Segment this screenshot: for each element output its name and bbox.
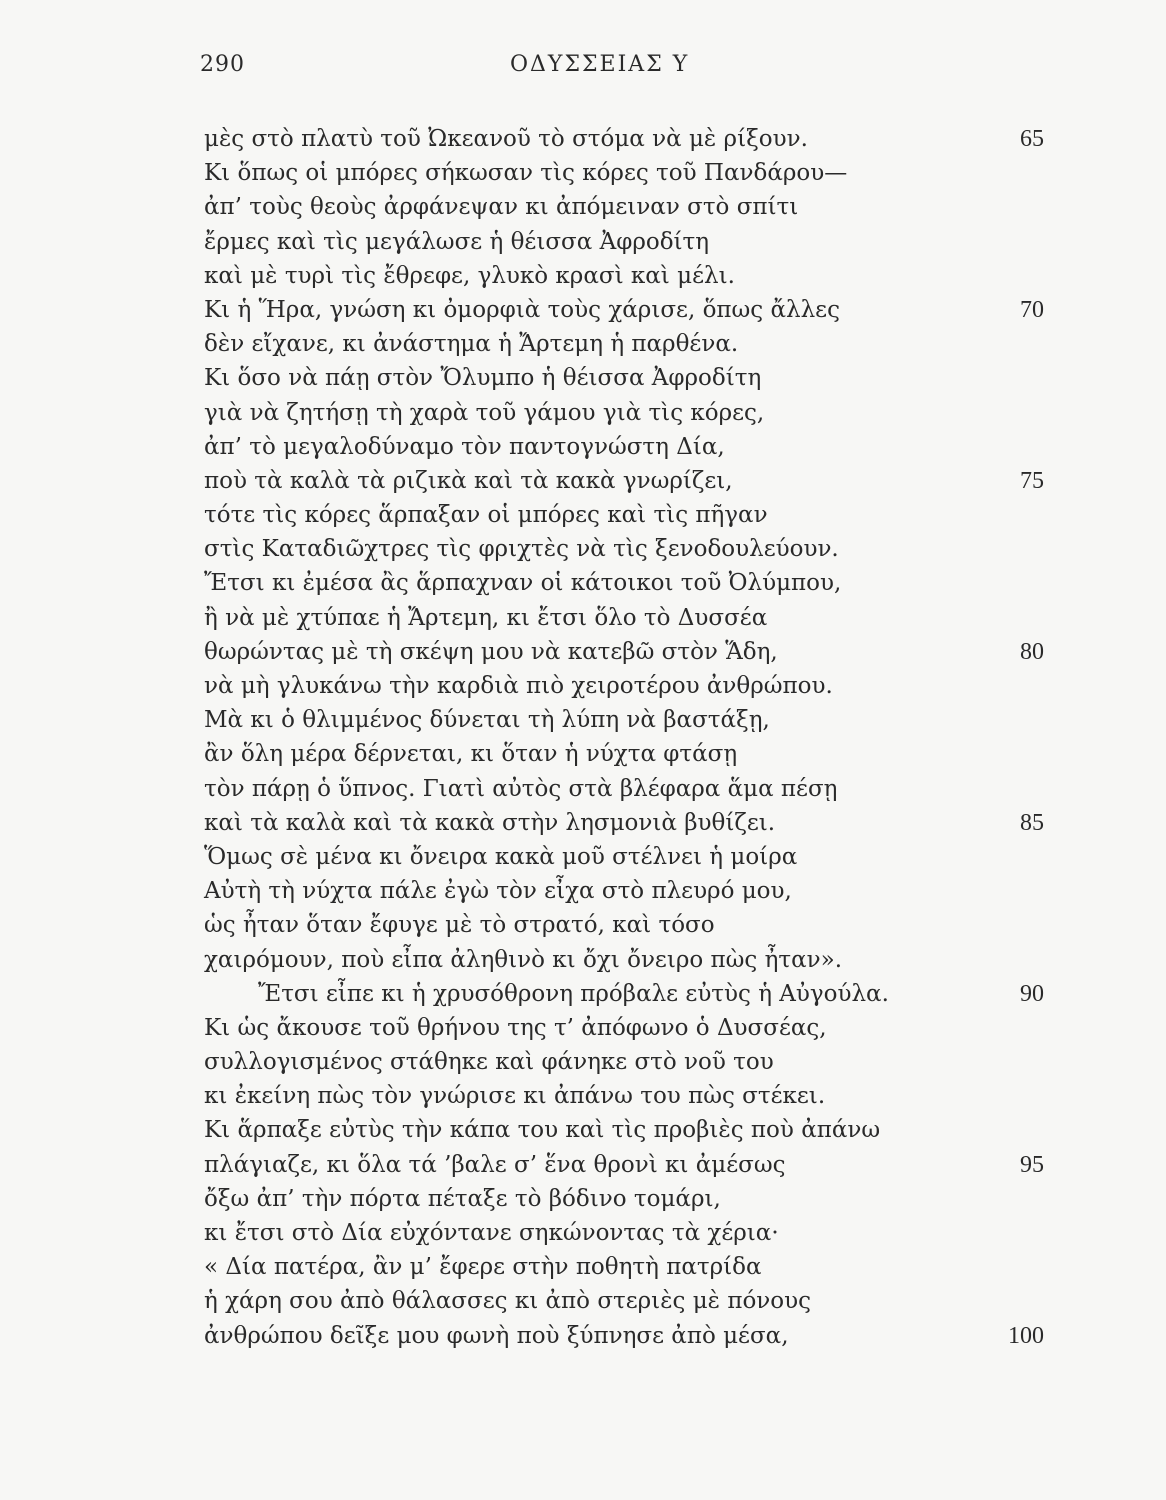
verse-line bbox=[204, 806, 1064, 840]
verse-line bbox=[204, 1250, 1064, 1284]
line-number: 65 bbox=[1020, 126, 1044, 152]
verse-text: Κι ὅπως οἱ μπόρες σήκωσαν τὶς κόρες τοῦ Πανδάρου— bbox=[204, 160, 848, 187]
verse-line bbox=[204, 601, 1064, 635]
verse-text: ἔρμες καὶ τὶς μεγάλωσε ἡ θέισσα Ἀφροδίτη bbox=[204, 228, 710, 255]
verse-line bbox=[204, 396, 1064, 430]
verse-text: κι ἐκείνη πὼς τὸν γνώρισε κι ἀπάνω του πὼς στέκει. bbox=[204, 1083, 826, 1110]
verse-line bbox=[204, 156, 1064, 190]
line-number: 70 bbox=[1020, 296, 1044, 323]
verse-text: Κι ἅρπαξε εὐτὺς τὴν κάπα του καὶ τὶς προβιὲς ποὺ ἀπάνω bbox=[204, 1117, 881, 1144]
verse-line bbox=[204, 532, 1064, 566]
line-number: 80 bbox=[1020, 638, 1044, 665]
verse-line bbox=[204, 225, 1064, 259]
verse-line bbox=[204, 1113, 1064, 1147]
verse-text: ἀνθρώπου δεῖξε μου φωνὴ ποὺ ξύπνησε ἀπὸ μέσα, bbox=[204, 1322, 789, 1349]
page-header bbox=[200, 52, 1100, 88]
verse-line bbox=[204, 566, 1064, 600]
verse-text: ἂν ὅλη μέρα δέρνεται, κι ὅταν ἡ νύχτα φτάσῃ bbox=[204, 741, 738, 768]
verse-text: δὲν εἴχανε, κι ἀνάστημα ἡ Ἄρτεμη ἡ παρθένα. bbox=[204, 331, 739, 358]
line-number: 75 bbox=[1020, 467, 1044, 494]
verse-line bbox=[204, 327, 1064, 361]
page-number: 290 bbox=[200, 52, 245, 77]
verse-line bbox=[204, 943, 1064, 977]
verse-line bbox=[204, 1319, 1064, 1353]
verse-line bbox=[204, 190, 1064, 224]
verse-text: « Δία πατέρα, ἂν μ’ ἔφερε στὴν ποθητὴ πατρίδα bbox=[204, 1254, 762, 1281]
verse-text: ὄξω ἀπ’ τὴν πόρτα πέταξε τὸ βόδινο τομάρι, bbox=[204, 1185, 721, 1212]
verse-line bbox=[204, 874, 1064, 908]
line-number: 90 bbox=[1020, 980, 1044, 1007]
verse-line bbox=[204, 498, 1064, 532]
verse-text: νὰ μὴ γλυκάνω τὴν καρδιὰ πιὸ χειροτέρου ἀνθρώπου. bbox=[204, 673, 833, 699]
verse-text: θωρώντας μὲ τὴ σκέψη μου νὰ κατεβῶ στὸν Ἅδη, bbox=[204, 638, 778, 665]
verse-text: ἀπ’ τοὺς θεοὺς ἀρφάνεψαν κι ἀπόμειναν στὸ σπίτι bbox=[204, 194, 799, 221]
verse-text: πλάγιαζε, κι ὅλα τά ’βαλε σ’ ἕνα θρονὶ κι ἀμέσως bbox=[204, 1151, 786, 1178]
verse-line bbox=[204, 464, 1064, 498]
verse-line bbox=[204, 1045, 1064, 1079]
verse-line bbox=[204, 977, 1064, 1011]
verse-text: Μὰ κι ὁ θλιμμένος δύνεται τὴ λύπη νὰ βαστάξῃ, bbox=[204, 707, 770, 734]
verse-text: Κι ὅσο νὰ πάῃ στὸν Ὄλυμπο ἡ θέισσα Ἀφροδίτη bbox=[204, 365, 762, 392]
running-head: ΟΔΥΣΣΕΙΑΣ Υ bbox=[510, 52, 690, 77]
verse-line bbox=[204, 361, 1064, 395]
verse-text: Ἔτσι κι ἐμέσα ἂς ἅρπαχναν οἱ κάτοικοι τοῦ Ὀλύμπου, bbox=[204, 570, 842, 597]
verse-line bbox=[204, 430, 1064, 464]
line-number: 95 bbox=[1020, 1151, 1044, 1178]
verse-text: καὶ τὰ καλὰ καὶ τὰ κακὰ στὴν λησμονιὰ βυθίζει. bbox=[204, 809, 776, 836]
verse-text: στὶς Καταδιῶχτρες τὶς φριχτὲς νὰ τὶς ξενοδουλεύουν. bbox=[204, 536, 839, 563]
verse-line bbox=[204, 1216, 1064, 1250]
verse-line bbox=[204, 1182, 1064, 1216]
verse-text: ἢ νὰ μὲ χτύπαε ἡ Ἄρτεμη, κι ἔτσι ὅλο τὸ Δυσσέα bbox=[204, 604, 768, 631]
verse-text: ὡς ἦταν ὅταν ἔφυγε μὲ τὸ στρατό, καὶ τόσο bbox=[204, 912, 715, 939]
verse-line bbox=[204, 840, 1064, 874]
verse-text: ποὺ τὰ καλὰ τὰ ριζικὰ καὶ τὰ κακὰ γνωρίζει, bbox=[204, 467, 733, 494]
verse-text: Κι ὡς ἄκουσε τοῦ θρήνου της τ’ ἀπόφωνο ὁ Δυσσέας, bbox=[204, 1014, 827, 1041]
verse-text: κι ἔτσι στὸ Δία εὐχόντανε σηκώνοντας τὰ χέρια· bbox=[204, 1220, 779, 1246]
verse-line bbox=[204, 635, 1064, 669]
verse-text: χαιρόμουν, ποὺ εἶπα ἀληθινὸ κι ὄχι ὄνειρο πὼς ἦταν». bbox=[204, 946, 843, 973]
verse-line bbox=[204, 669, 1064, 703]
verse-text: ἡ χάρη σου ἀπὸ θάλασσες κι ἀπὸ στεριὲς μὲ πόνους bbox=[204, 1288, 811, 1315]
verse-text: Ὅμως σὲ μένα κι ὄνειρα κακὰ μοῦ στέλνει ἡ μοίρα bbox=[204, 843, 798, 870]
verse-text: ἀπ’ τὸ μεγαλοδύναμο τὸν παντογνώστη Δία, bbox=[204, 433, 725, 460]
verse-line bbox=[204, 1079, 1064, 1113]
verse-line bbox=[204, 1284, 1064, 1318]
verse-block bbox=[204, 122, 1064, 1353]
verse-line bbox=[204, 737, 1064, 771]
verse-line bbox=[204, 772, 1064, 806]
verse-line bbox=[204, 908, 1064, 942]
verse-line bbox=[204, 259, 1064, 293]
verse-text: τότε τὶς κόρες ἅρπαξαν οἱ μπόρες καὶ τὶς πῆγαν bbox=[204, 502, 768, 529]
verse-text: γιὰ νὰ ζητήσῃ τὴ χαρὰ τοῦ γάμου γιὰ τὶς κόρες, bbox=[204, 399, 765, 426]
verse-text: μὲς στὸ πλατὺ τοῦ Ὠκεανοῦ τὸ στόμα νὰ μὲ ρίξουν. bbox=[204, 126, 808, 152]
verse-line bbox=[204, 122, 1064, 156]
verse-line bbox=[204, 703, 1064, 737]
line-number: 100 bbox=[1008, 1322, 1044, 1349]
verse-line bbox=[204, 293, 1064, 327]
verse-text: Αὐτὴ τὴ νύχτα πάλε ἐγὼ τὸν εἶχα στὸ πλευρό μου, bbox=[204, 878, 792, 905]
verse-text: τὸν πάρῃ ὁ ὕπνος. Γιατὶ αὐτὸς στὰ βλέφαρα ἅμα πέσῃ bbox=[204, 775, 838, 802]
verse-text: Κι ἡ Ἥρα, γνώση κι ὀμορφιὰ τοὺς χάρισε, ὅπως ἄλλες bbox=[204, 296, 840, 323]
verse-line bbox=[204, 1148, 1064, 1182]
verse-text: συλλογισμένος στάθηκε καὶ φάνηκε στὸ νοῦ του bbox=[204, 1049, 774, 1076]
verse-text: καὶ μὲ τυρὶ τὶς ἔθρεφε, γλυκὸ κρασὶ καὶ μέλι. bbox=[204, 262, 735, 289]
line-number: 85 bbox=[1020, 809, 1044, 836]
verse-text: Ἔτσι εἶπε κι ἡ χρυσόθρονη πρόβαλε εὐτὺς ἡ Αὐγούλα. bbox=[258, 980, 889, 1007]
verse-line bbox=[204, 1011, 1064, 1045]
